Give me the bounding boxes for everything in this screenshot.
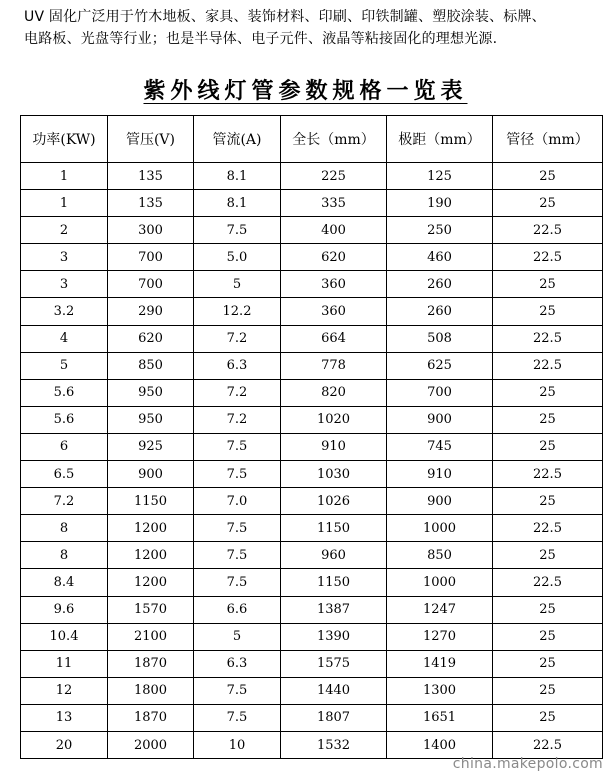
cell-current: 10 (194, 731, 281, 758)
cell-current: 6.3 (194, 650, 281, 677)
table-row (21, 731, 603, 758)
cell-voltage: 1200 (108, 515, 194, 542)
cell-power: 10.4 (21, 623, 108, 650)
uv-lamp-spec-table (20, 115, 603, 759)
cell-power: 13 (21, 704, 108, 731)
cell-power: 8.4 (21, 569, 108, 596)
cell-tube-diameter: 25 (493, 433, 603, 460)
cell-electrode-distance: 900 (387, 488, 493, 515)
cell-voltage: 700 (108, 244, 194, 271)
cell-current: 6.3 (194, 352, 281, 379)
intro-line-1: UV 固化广泛用于竹木地板、家具、装饰材料、印刷、印铁制罐、塑胶涂装、标牌、 (24, 9, 546, 25)
cell-tube-diameter: 22.5 (493, 515, 603, 542)
cell-current: 7.5 (194, 569, 281, 596)
cell-total-length: 820 (281, 379, 387, 406)
cell-power: 20 (21, 731, 108, 758)
cell-total-length: 1575 (281, 650, 387, 677)
cell-power: 7.2 (21, 488, 108, 515)
table-row (21, 433, 603, 460)
cell-electrode-distance: 1300 (387, 677, 493, 704)
cell-power: 12 (21, 677, 108, 704)
cell-total-length: 1150 (281, 569, 387, 596)
cell-tube-diameter: 25 (493, 190, 603, 217)
table-row (21, 596, 603, 623)
cell-current: 7.5 (194, 515, 281, 542)
cell-power: 1 (21, 190, 108, 217)
cell-current: 7.0 (194, 488, 281, 515)
cell-power: 3.2 (21, 298, 108, 325)
table-row (21, 461, 603, 488)
cell-voltage: 950 (108, 379, 194, 406)
cell-current: 5 (194, 271, 281, 298)
cell-voltage: 1870 (108, 650, 194, 677)
intro-line-2: 电路板、光盘等行业；也是半导体、电子元件、液晶等粘接固化的理想光源. (24, 31, 498, 47)
header-tube-diameter: 管径（mm） (493, 116, 603, 163)
cell-power: 8 (21, 515, 108, 542)
table-row (21, 406, 603, 433)
cell-power: 6.5 (21, 461, 108, 488)
cell-voltage: 1200 (108, 542, 194, 569)
table-row (21, 352, 603, 379)
cell-power: 11 (21, 650, 108, 677)
table-row (21, 515, 603, 542)
cell-electrode-distance: 1400 (387, 731, 493, 758)
cell-power: 5 (21, 352, 108, 379)
cell-electrode-distance: 190 (387, 190, 493, 217)
cell-voltage: 900 (108, 461, 194, 488)
cell-power: 9.6 (21, 596, 108, 623)
cell-tube-diameter: 25 (493, 271, 603, 298)
cell-electrode-distance: 1270 (387, 623, 493, 650)
cell-voltage: 1800 (108, 677, 194, 704)
cell-voltage: 2000 (108, 731, 194, 758)
cell-electrode-distance: 460 (387, 244, 493, 271)
cell-tube-diameter: 25 (493, 488, 603, 515)
cell-voltage: 700 (108, 271, 194, 298)
cell-voltage: 850 (108, 352, 194, 379)
cell-total-length: 1387 (281, 596, 387, 623)
cell-current: 7.5 (194, 677, 281, 704)
cell-electrode-distance: 260 (387, 298, 493, 325)
cell-tube-diameter: 25 (493, 542, 603, 569)
cell-total-length: 1020 (281, 406, 387, 433)
table-row (21, 298, 603, 325)
header-electrode-distance: 极距（mm） (387, 116, 493, 163)
cell-total-length: 1390 (281, 623, 387, 650)
cell-electrode-distance: 1651 (387, 704, 493, 731)
cell-electrode-distance: 1247 (387, 596, 493, 623)
cell-tube-diameter: 25 (493, 406, 603, 433)
cell-total-length: 1440 (281, 677, 387, 704)
cell-electrode-distance: 910 (387, 461, 493, 488)
cell-electrode-distance: 745 (387, 433, 493, 460)
cell-electrode-distance: 508 (387, 325, 493, 352)
cell-power: 2 (21, 217, 108, 244)
cell-total-length: 225 (281, 163, 387, 190)
cell-total-length: 1807 (281, 704, 387, 731)
table-row (21, 569, 603, 596)
table-row (21, 677, 603, 704)
cell-total-length: 620 (281, 244, 387, 271)
header-voltage: 管压(V) (108, 116, 194, 163)
cell-electrode-distance: 700 (387, 379, 493, 406)
cell-tube-diameter: 25 (493, 677, 603, 704)
table-title-container (0, 74, 611, 105)
cell-tube-diameter: 25 (493, 623, 603, 650)
cell-electrode-distance: 125 (387, 163, 493, 190)
header-total-length: 全长（mm） (281, 116, 387, 163)
cell-current: 7.5 (194, 461, 281, 488)
cell-voltage: 1570 (108, 596, 194, 623)
cell-current: 8.1 (194, 163, 281, 190)
cell-voltage: 950 (108, 406, 194, 433)
cell-total-length: 1150 (281, 515, 387, 542)
cell-tube-diameter: 22.5 (493, 461, 603, 488)
cell-current: 7.5 (194, 217, 281, 244)
table-row (21, 650, 603, 677)
table-row (21, 163, 603, 190)
cell-current: 7.2 (194, 325, 281, 352)
cell-total-length: 1532 (281, 731, 387, 758)
cell-current: 5 (194, 623, 281, 650)
cell-electrode-distance: 1000 (387, 569, 493, 596)
cell-electrode-distance: 1000 (387, 515, 493, 542)
watermark: china.makepolo.com (452, 756, 603, 772)
cell-voltage: 2100 (108, 623, 194, 650)
cell-power: 5.6 (21, 379, 108, 406)
cell-voltage: 1870 (108, 704, 194, 731)
cell-tube-diameter: 25 (493, 704, 603, 731)
cell-tube-diameter: 22.5 (493, 731, 603, 758)
table-row (21, 623, 603, 650)
cell-voltage: 620 (108, 325, 194, 352)
cell-power: 3 (21, 244, 108, 271)
header-power: 功率(KW) (21, 116, 108, 163)
cell-total-length: 664 (281, 325, 387, 352)
cell-tube-diameter: 22.5 (493, 244, 603, 271)
cell-current: 5.0 (194, 244, 281, 271)
cell-current: 6.6 (194, 596, 281, 623)
table-row (21, 488, 603, 515)
cell-tube-diameter: 22.5 (493, 217, 603, 244)
cell-tube-diameter: 22.5 (493, 352, 603, 379)
cell-power: 8 (21, 542, 108, 569)
table-row (21, 704, 603, 731)
cell-power: 3 (21, 271, 108, 298)
cell-voltage: 1150 (108, 488, 194, 515)
cell-tube-diameter: 25 (493, 379, 603, 406)
cell-electrode-distance: 900 (387, 406, 493, 433)
table-row (21, 379, 603, 406)
cell-electrode-distance: 250 (387, 217, 493, 244)
table-row (21, 244, 603, 271)
table-row (21, 271, 603, 298)
cell-total-length: 335 (281, 190, 387, 217)
cell-total-length: 400 (281, 217, 387, 244)
cell-power: 1 (21, 163, 108, 190)
cell-tube-diameter: 25 (493, 650, 603, 677)
cell-current: 7.2 (194, 379, 281, 406)
cell-current: 12.2 (194, 298, 281, 325)
cell-total-length: 1030 (281, 461, 387, 488)
cell-current: 7.2 (194, 406, 281, 433)
intro-text (24, 6, 604, 50)
table-row (21, 325, 603, 352)
table-header-row (21, 116, 603, 163)
cell-power: 6 (21, 433, 108, 460)
cell-electrode-distance: 1419 (387, 650, 493, 677)
cell-electrode-distance: 850 (387, 542, 493, 569)
cell-voltage: 290 (108, 298, 194, 325)
cell-total-length: 360 (281, 271, 387, 298)
cell-current: 7.5 (194, 704, 281, 731)
cell-tube-diameter: 22.5 (493, 325, 603, 352)
cell-voltage: 135 (108, 190, 194, 217)
table-row (21, 542, 603, 569)
table-body (21, 163, 603, 759)
cell-tube-diameter: 25 (493, 596, 603, 623)
cell-total-length: 960 (281, 542, 387, 569)
cell-tube-diameter: 25 (493, 163, 603, 190)
cell-total-length: 778 (281, 352, 387, 379)
cell-total-length: 910 (281, 433, 387, 460)
cell-voltage: 300 (108, 217, 194, 244)
cell-tube-diameter: 25 (493, 298, 603, 325)
cell-electrode-distance: 260 (387, 271, 493, 298)
cell-voltage: 925 (108, 433, 194, 460)
cell-voltage: 1200 (108, 569, 194, 596)
cell-current: 7.5 (194, 433, 281, 460)
cell-power: 4 (21, 325, 108, 352)
cell-tube-diameter: 22.5 (493, 569, 603, 596)
cell-electrode-distance: 625 (387, 352, 493, 379)
table-row (21, 217, 603, 244)
cell-voltage: 135 (108, 163, 194, 190)
cell-total-length: 1026 (281, 488, 387, 515)
cell-power: 5.6 (21, 406, 108, 433)
header-current: 管流(A) (194, 116, 281, 163)
table-title: 紫外线灯管参数规格一览表 (143, 78, 468, 104)
cell-total-length: 360 (281, 298, 387, 325)
cell-current: 8.1 (194, 190, 281, 217)
cell-current: 7.5 (194, 542, 281, 569)
table-row (21, 190, 603, 217)
